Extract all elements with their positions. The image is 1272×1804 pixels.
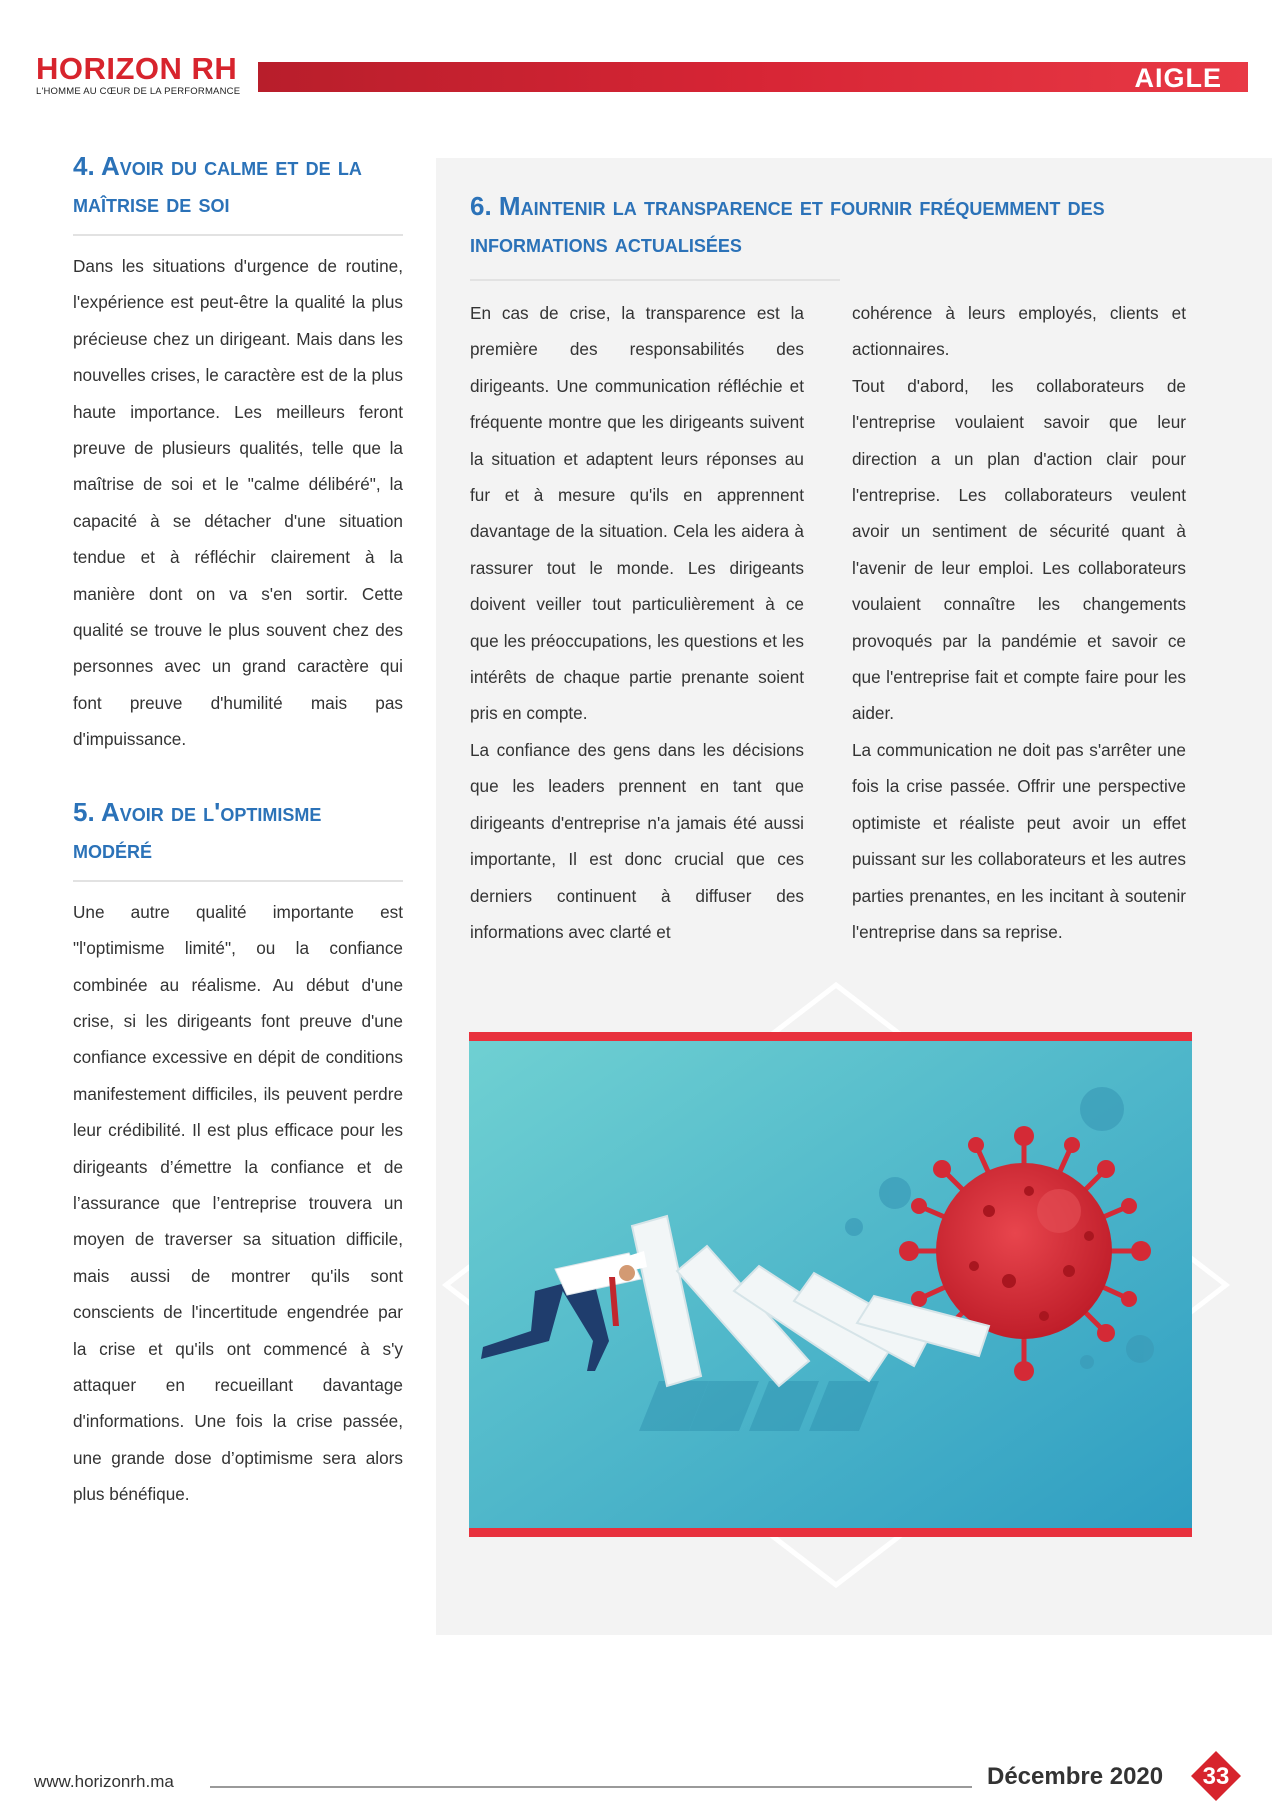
section5-title: 5. Avoir de l'optimisme modéré	[73, 796, 322, 864]
left-column	[73, 148, 403, 1513]
footer-date: Décembre 2020	[987, 1763, 1164, 1790]
footer-url[interactable]: www.horizonrh.ma	[34, 1772, 174, 1791]
section-tag: AIGLE	[1134, 63, 1222, 93]
illustration-frame	[469, 1032, 1192, 1537]
logo-title: HORIZON RH	[36, 51, 238, 86]
divider	[73, 234, 403, 236]
footer-divider	[210, 1786, 972, 1788]
header-bar	[258, 62, 1248, 92]
logo	[36, 51, 246, 97]
section6-column-2	[852, 295, 1186, 950]
domino-virus-illustration	[469, 1041, 1192, 1528]
divider	[73, 880, 403, 882]
section4-title: 4. Avoir du calme et de la maîtrise de soi	[73, 151, 362, 218]
logo-tagline: L'HOMME AU CŒUR DE LA PERFORMANCE	[36, 86, 241, 97]
section6-paragraph: cohérence à leurs employés, clients et actionnaires.	[852, 303, 1186, 360]
section6-paragraph: La communication ne doit pas s'arrêter une fois la crise passée. Offrir une perspective optimiste et réaliste peut avoir un effet puissant sur les collaborateurs et les autres parties prenantes, en les incitant à soutenir l'entreprise dans sa reprise.	[852, 739, 1186, 942]
section5-body: Une autre qualité importante est "l'optimisme limité", ou la confiance combinée au réalisme. Au début d'une crise, si les dirigeants font preuve d'une confiance excessive en dépit de conditions manifestement difficiles, ils peuvent perdre leur crédibilité. Il est plus efficace pour les dirigeants d’émettre la confiance et de l’assurance que l’entreprise trouvera un moyen de traverser sa situation difficile, mais aussi de montrer qu'ils sont conscients de l'incertitude engendrée par la crise et qu'ils ont commencé à s'y attaquer en recueillant davantage d'informations. Une fois la crise passée, une grande dose d’optimisme sera alors plus bénéfique.	[73, 901, 403, 1505]
section6-title: 6. Maintenir la transparence et fournir fréquemment des informations actualisées	[470, 191, 1105, 258]
section4-body: Dans les situations d'urgence de routine, l'expérience est peut-être la qualité la plus précieuse chez un dirigeant. Mais dans les nouvelles crises, le caractère est de la plus haute importance. Les meilleurs feront preuve de plusieurs qualités, telle que la maîtrise de soi et le "calme délibéré", la capacité à se détacher d'une situation tendue et à réfléchir clairement à la manière dont on va s'en sortir. Cette qualité se trouve le plus souvent chez des personnes avec un grand caractère qui font preuve d'humilité mais pas d'impuissance.	[73, 256, 403, 750]
page-number: 33	[1202, 1763, 1230, 1790]
section6-paragraph: Tout d'abord, les collaborateurs de l'entreprise voulaient savoir que leur direction a un plan d'action clair pour l'entreprise. Les collaborateurs veulent avoir un sentiment de sécurité quant à l'avenir de leur emploi. Les collaborateurs voulaient connaître les changements provoqués par la pandémie et savoir ce que l'entreprise fait et compte faire pour les aider.	[852, 375, 1186, 724]
section6-column-1	[470, 295, 804, 950]
divider	[470, 279, 840, 281]
section6-paragraph: La confiance des gens dans les décisions que les leaders prennent en tant que dirigeants d'entreprise n'a jamais été aussi importante, Il est donc crucial que ces derniers continuent à diffuser des informations avec clarté et	[470, 739, 804, 942]
section6-paragraph: En cas de crise, la transparence est la première des responsabilités des dirigeants. Une communication réfléchie et fréquente montre que les dirigeants suivent la situation et adaptent leurs réponses au fur et à mesure qu'ils en apprennent davantage de la situation. Cela les aidera à rassurer tout le monde. Les dirigeants doivent veiller tout particulièrement à ce que les préoccupations, les questions et les intérêts de chaque partie prenante soient pris en compte.	[470, 303, 804, 724]
